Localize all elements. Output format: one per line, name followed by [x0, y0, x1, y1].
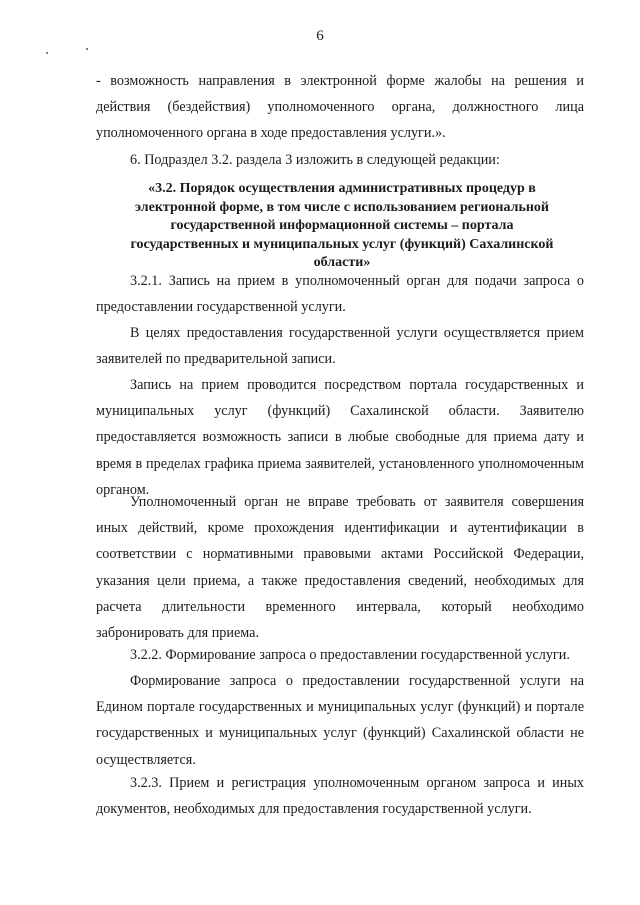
paragraph-3-2-3: 3.2.3. Прием и регистрация уполномоченным органом запроса и иных документов, необходимых для предоставления государственной услуги. — [96, 775, 584, 818]
paragraph-complaint-option: - возможность направления в электронной форме жалобы на решения и действия (бездействия) уполномоченного органа, должностного лица уполномоченного органа в ходе предоставления услуги.». — [96, 73, 584, 142]
scan-speck — [46, 52, 48, 54]
paragraph-subsection-amendment: 6. Подраздел 3.2. раздела 3 изложить в следующей редакции: — [130, 152, 500, 168]
section-heading: «3.2. Порядок осуществления административных процедур в электронной форме, в том числе с использованием региональной государственной информационной системы – портала государственных и муниципальных услуг (функций) Сахалинской области» — [130, 181, 554, 270]
paragraph-portal-appointment: Запись на прием проводится посредством портала государственных и муниципальных услуг (функций) Сахалинской области. Заявителю предоставляется возможность записи в любые свободные для приема дату и время в пределах графика приема заявителей, установленного уполномоченным органом. — [96, 377, 584, 498]
paragraph-3-2-1: 3.2.1. Запись на прием в уполномоченный орган для подачи запроса о предоставлении государственной услуги. — [96, 273, 584, 316]
paragraph-3-2-2: 3.2.2. Формирование запроса о предоставлении государственной услуги. — [130, 647, 570, 663]
paragraph-request-formation: Формирование запроса о предоставлении государственной услуги на Едином портале государственных и муниципальных услуг (функций) и портале государственных и муниципальных услуг (функций) Сахалинской области не осуществляется. — [96, 673, 584, 768]
paragraph-authority-restrictions: Уполномоченный орган не вправе требовать от заявителя совершения иных действий, кроме прохождения идентификации и аутентификации в соответствии с нормативными правовыми актами Российской Федерации, указания цели приема, а также предоставления сведений, необходимых для расчета длительности временного интервала, который необходимо забронировать для приема. — [96, 494, 584, 642]
page-number: 6 — [316, 28, 324, 44]
paragraph-preliminary-appointment: В целях предоставления государственной услуги осуществляется прием заявителей по предварительной записи. — [96, 325, 584, 368]
scan-speck — [86, 48, 88, 50]
